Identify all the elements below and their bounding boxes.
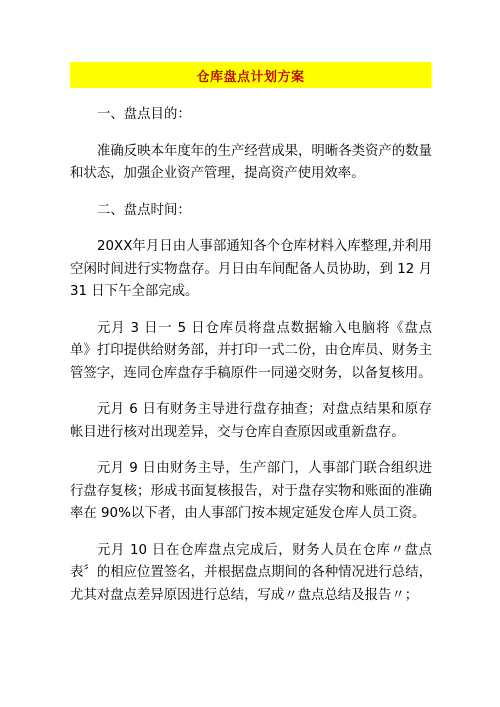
paragraph-jan-9: 元月 9 日由财务主导，生产部门，人事部门联合组织进行盘存复核；形成书面复核报告，对于盘存实物和账面的准确率在 90%以下者，由人事部门按本规定延发仓库人员工资。	[70, 461, 432, 521]
document-body	[70, 104, 432, 621]
title-banner	[70, 62, 431, 88]
paragraph-purpose: 准确反映本年度年的生产经营成果，明晰各类资产的数量和状态，加强企业资产管理，提高资产使用效率。	[70, 143, 432, 181]
paragraph-jan-3-5: 元月 3 日一 5 日仓库员将盘点数据输入电脑将《盘点单》打印提供给财务部，并打印一式二份，由仓库员、财务主管签字，连同仓库盘存手稿原件一同递交财务，以备复核用。	[70, 320, 432, 381]
section-heading-purpose: 一、盘点目的：	[97, 107, 191, 122]
section-heading-time: 二、盘点时间：	[97, 202, 191, 218]
paragraph-schedule: 20XX年月日由人事部通知各个仓库材料入库整理,并利用空闲时间进行实物盘存。月日由车间配备人员协助，到 12 月 31 日下午全部完成。	[70, 239, 432, 299]
paragraph-jan-10: 元月 10 日在仓库盘点完成后，财务人员在仓库〃盘点表〞的相应位置签名，并根据盘点期间的各种情况进行总结，尤其对盘点差异原因进行总结，写成〃盘点总结及报告〃；	[70, 542, 432, 603]
document-title: 仓库盘点计划方案	[196, 69, 305, 85]
paragraph-jan-6: 元月 6 日有财务主导进行盘存抽查；对盘点结果和原存帐目进行核对出现差异，交与仓库自查原因或重新盘存。	[70, 402, 432, 440]
